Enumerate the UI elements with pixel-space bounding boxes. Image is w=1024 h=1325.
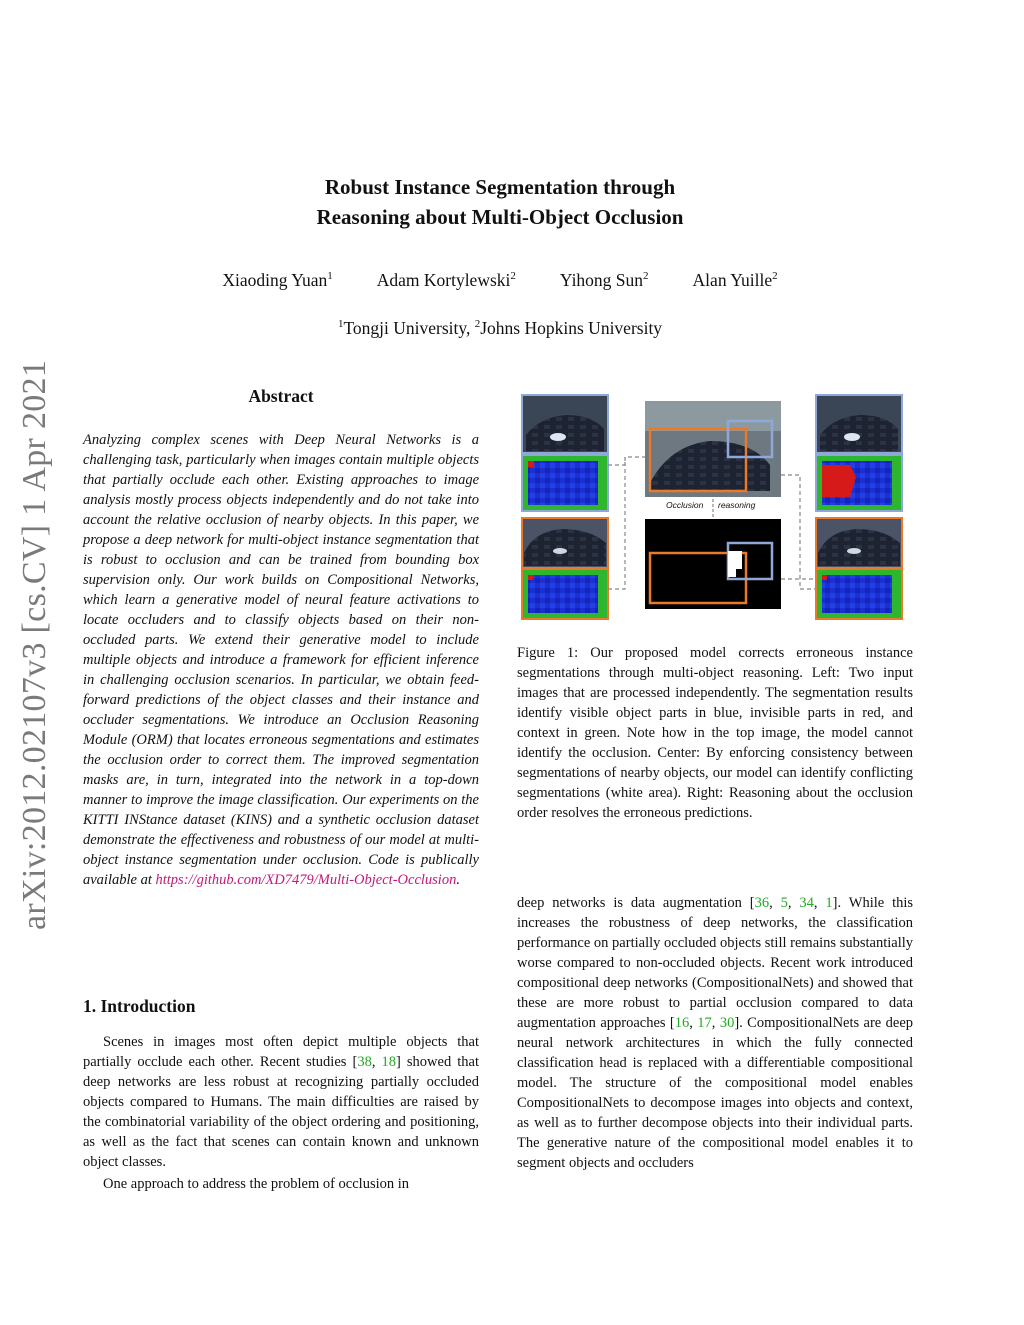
- author-list: [0, 270, 1000, 291]
- author: Adam Kortylewski$^2$: [376, 270, 516, 290]
- citation-link[interactable]: 34: [799, 895, 814, 911]
- occlusion-label: Occlusion: [666, 500, 704, 510]
- abstract-heading: Abstract: [248, 386, 314, 406]
- introduction-text: [83, 1032, 479, 1194]
- reasoning-label: reasoning: [718, 500, 756, 510]
- citation-link[interactable]: 17: [697, 1015, 712, 1031]
- citation-link[interactable]: 16: [674, 1015, 690, 1031]
- paragraph: deep networks is data augmentation [36, 5, 34, 1]. While this increases the robustness of deep networks, the classification performance on partially occluded objects still remains substantially worse compared to non-occluded objects. Recent work introduced compositional deep networks (CompositionalNets) and showed that these are more robust to partial occlusion compared to data augmentation approaches [16, 17, 30]. CompositionalNets are deep neural network architectures in which the fully connected classification head is replaced with a differentiable compositional model. The structure of the compositional model enables CompositionalNets to decompose images into objects and context, as well as to further decompose objects into their individual parts. The generative nature of the compositional model enables it to segment objects and occluders: [517, 895, 914, 1171]
- arxiv-identifier: arXiv:2012.02107v3 [cs.CV] 1 Apr 2021: [16, 359, 53, 930]
- left-input-top: [522, 395, 608, 453]
- section-heading-introduction: 1. Introduction: [83, 996, 196, 1016]
- author: Yihong Sun$^2$: [559, 270, 649, 290]
- paragraph: Scenes in images most often depict multiple objects that partially occlude each other. Recent studies [38, 18] showed that deep networks are less robust at recognizing partially occluded objects compared to Humans. The main difficulties are raised by the combinatorial variability of the object ordering and positioning, as well as the fact that scenes can contain known and unknown object classes.: [83, 1034, 479, 1170]
- paper-title: [0, 172, 1000, 232]
- left-seg-top: [522, 455, 608, 511]
- citation-link[interactable]: 36: [754, 895, 770, 911]
- citation-link[interactable]: 5: [780, 895, 788, 911]
- citation-link[interactable]: 30: [719, 1015, 735, 1031]
- paragraph: One approach to address the problem of occlusion in: [103, 1176, 410, 1192]
- center-scene: [645, 401, 781, 497]
- citation-link[interactable]: 1: [825, 895, 833, 911]
- introduction-continued: [517, 893, 913, 1173]
- citation-link[interactable]: 18: [381, 1054, 396, 1070]
- right-seg-top: [816, 455, 902, 511]
- code-link[interactable]: https://github.com/XD7479/Multi-Object-Occlusion: [155, 872, 457, 888]
- right-seg-bottom: [816, 569, 902, 619]
- center-occlusion-map: [645, 519, 781, 609]
- author: Xiaoding Yuan$^1$: [222, 270, 333, 290]
- abstract-text: Analyzing complex scenes with Deep Neural Networks is a challenging task, particularly when images contain multiple objects that partially occlude each other. Existing approaches to image analysis mostly process objects independently and do not take into account the relative occlusion of nearby objects. In this paper, we propose a deep network for multi-object instance segmentation that is robust to occlusion and can be trained from bounding box supervision only. Our work builds on Compositional Networks, which learn a generative model of neural feature activations to locate occluders and to classify objects based on their non-occluded parts. We extend their generative model to include multiple objects and introduce a framework for efficient inference in challenging occlusion scenarios. In particular, we obtain feed-forward predictions of the object classes and their instance and occluder segmentations. We introduce an Occlusion Reasoning Module (ORM) that locates erroneous segmentations and estimates the occlusion order to correct them. The improved segmentation masks are, in turn, integrated into the network in a top-down manner to improve the image classification. Our experiments on the KITTI INStance dataset (KINS) and a synthetic occlusion dataset demonstrate the effectiveness and robustness of our model at multi-object instance segmentation under occlusion. Code is publically available at https://github.com/XD7479/Multi-Object-Occlusion.: [83, 432, 479, 888]
- figure-1-caption: Figure 1: Our proposed model corrects erroneous instance segmentations through multi-object reasoning. Left: Two input images that are processed independently. The segmentation results identify visible object parts in blue, invisible parts in red, and context in green. Note how in the top image, the model cannot identify the occlusion. Center: By enforcing consistency between segmentations of nearby objects, our model can identify conflicting segmentations (white area). Right: Reasoning about the occlusion order resolves the erroneous predictions.: [517, 645, 913, 821]
- affiliations: $^1$Tongji University, $^2$Johns Hopkins University: [337, 318, 663, 338]
- title-line-1: Robust Instance Segmentation through: [324, 175, 676, 199]
- title-line-2: Reasoning about Multi-Object Occlusion: [316, 205, 684, 229]
- right-input-bottom: [816, 518, 902, 568]
- citation-link[interactable]: 38: [357, 1054, 372, 1070]
- author: Alan Yuille$^2$: [692, 270, 778, 290]
- figure-1: [520, 393, 910, 623]
- left-input-bottom: [522, 518, 608, 568]
- left-seg-bottom: [522, 569, 608, 619]
- right-input-top: [816, 395, 902, 453]
